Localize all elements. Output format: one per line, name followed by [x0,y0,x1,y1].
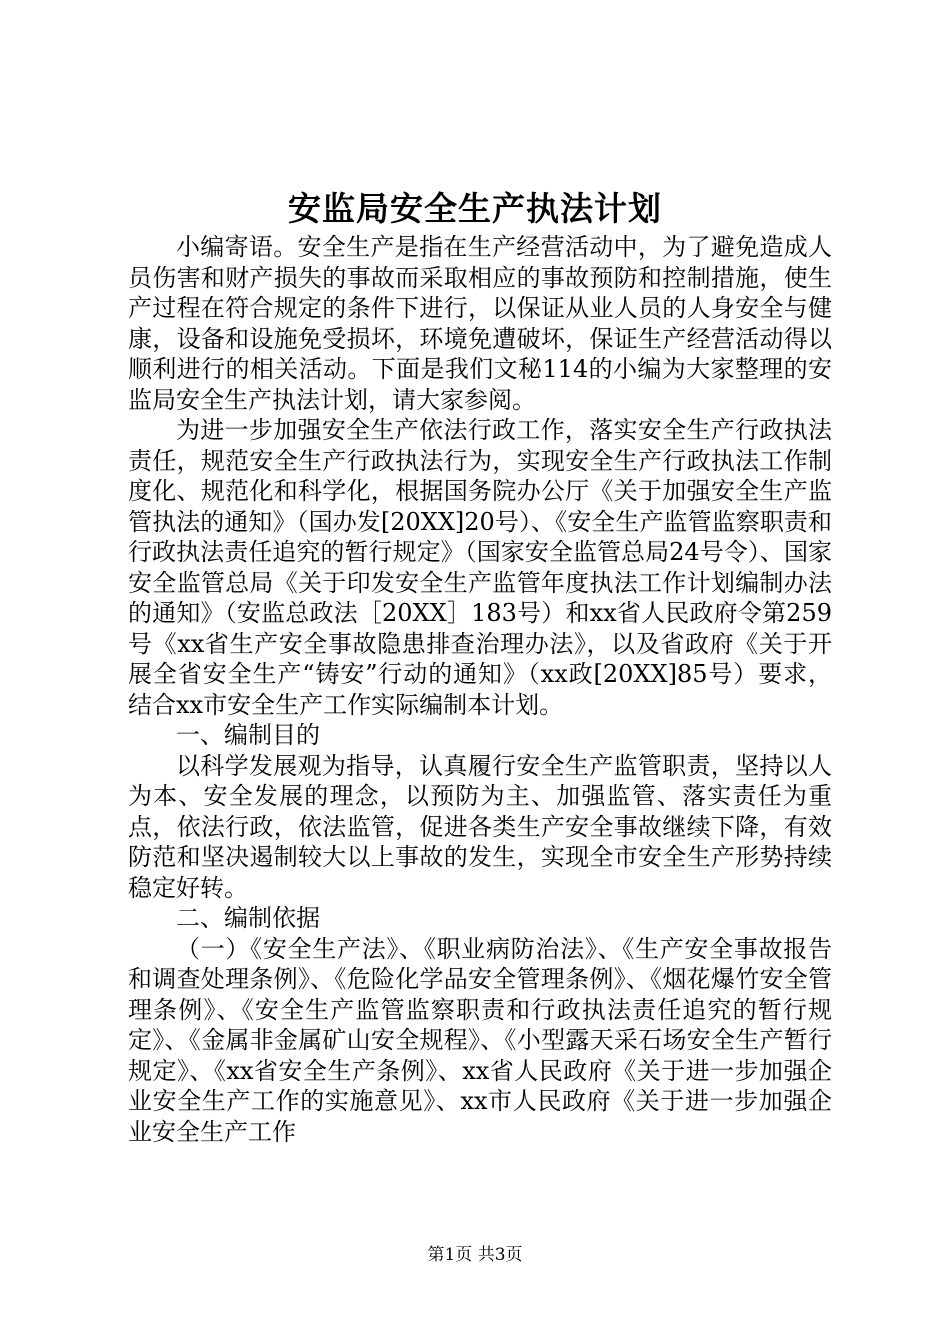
basis-list-paragraph: （一）《安全生产法》、《职业病防治法》、《生产安全事故报告和调查处理条例》、《危险化学品安全管理条例》、《烟花爆竹安全管理条例》、《安全生产监管监察职责和行政执法责任追究的暂行规定》、《金属非金属矿山安全规程》、《小型露天采石场安全生产暂行规定》、《xx省安全生产条例》、xx省人民政府《关于进一步加强企业安全生产工作的实施意见》、xx市人民政府《关于进一步加强企业安全生产工作 [128,934,832,1146]
basis-paragraph: 为进一步加强安全生产依法行政工作，落实安全生产行政执法责任，规范安全生产行政执法行为，实现安全生产行政执法工作制度化、规范化和科学化，根据国务院办公厅《关于加强安全生产监管执法的通知》（国办发[20XX]20号）、《安全生产监管监察职责和行政执法责任追究的暂行规定》（国家安全监管总局24号令）、国家安全监管总局《关于印发安全生产监管年度执法工作计划编制办法的通知》（安监总政法［20XX］183号）和xx省人民政府令第259号《xx省生产安全事故隐患排查治理办法》，以及省政府《关于开展全省安全生产“铸安”行动的通知》（xx政[20XX]85号）要求，结合xx市安全生产工作实际编制本计划。 [128,416,832,719]
intro-paragraph: 小编寄语。安全生产是指在生产经营活动中，为了避免造成人员伤害和财产损失的事故而采取相应的事故预防和控制措施，使生产过程在符合规定的条件下进行，以保证从业人员的人身安全与健康，设备和设施免受损坏，环境免遭破坏，保证生产经营活动得以顺利进行的相关活动。下面是我们文秘114的小编为大家整理的安监局安全生产执法计划，请大家参阅。 [128,233,832,414]
page-footer: 第1页 共3页 [427,1245,523,1265]
purpose-paragraph: 以科学发展观为指导，认真履行安全生产监管职责，坚持以人为本、安全发展的理念，以预防为主、加强监管、落实责任为重点，依法行政，依法监管，促进各类生产安全事故继续下降，有效防范和坚决遏制较大以上事故的发生，实现全市安全生产形势持续稳定好转。 [128,751,832,902]
section-heading-basis: 二、编制依据 [176,904,320,932]
section-heading-purpose: 一、编制目的 [176,721,320,749]
document-body [128,232,832,1147]
document-title: 安监局安全生产执法计划 [288,189,662,228]
